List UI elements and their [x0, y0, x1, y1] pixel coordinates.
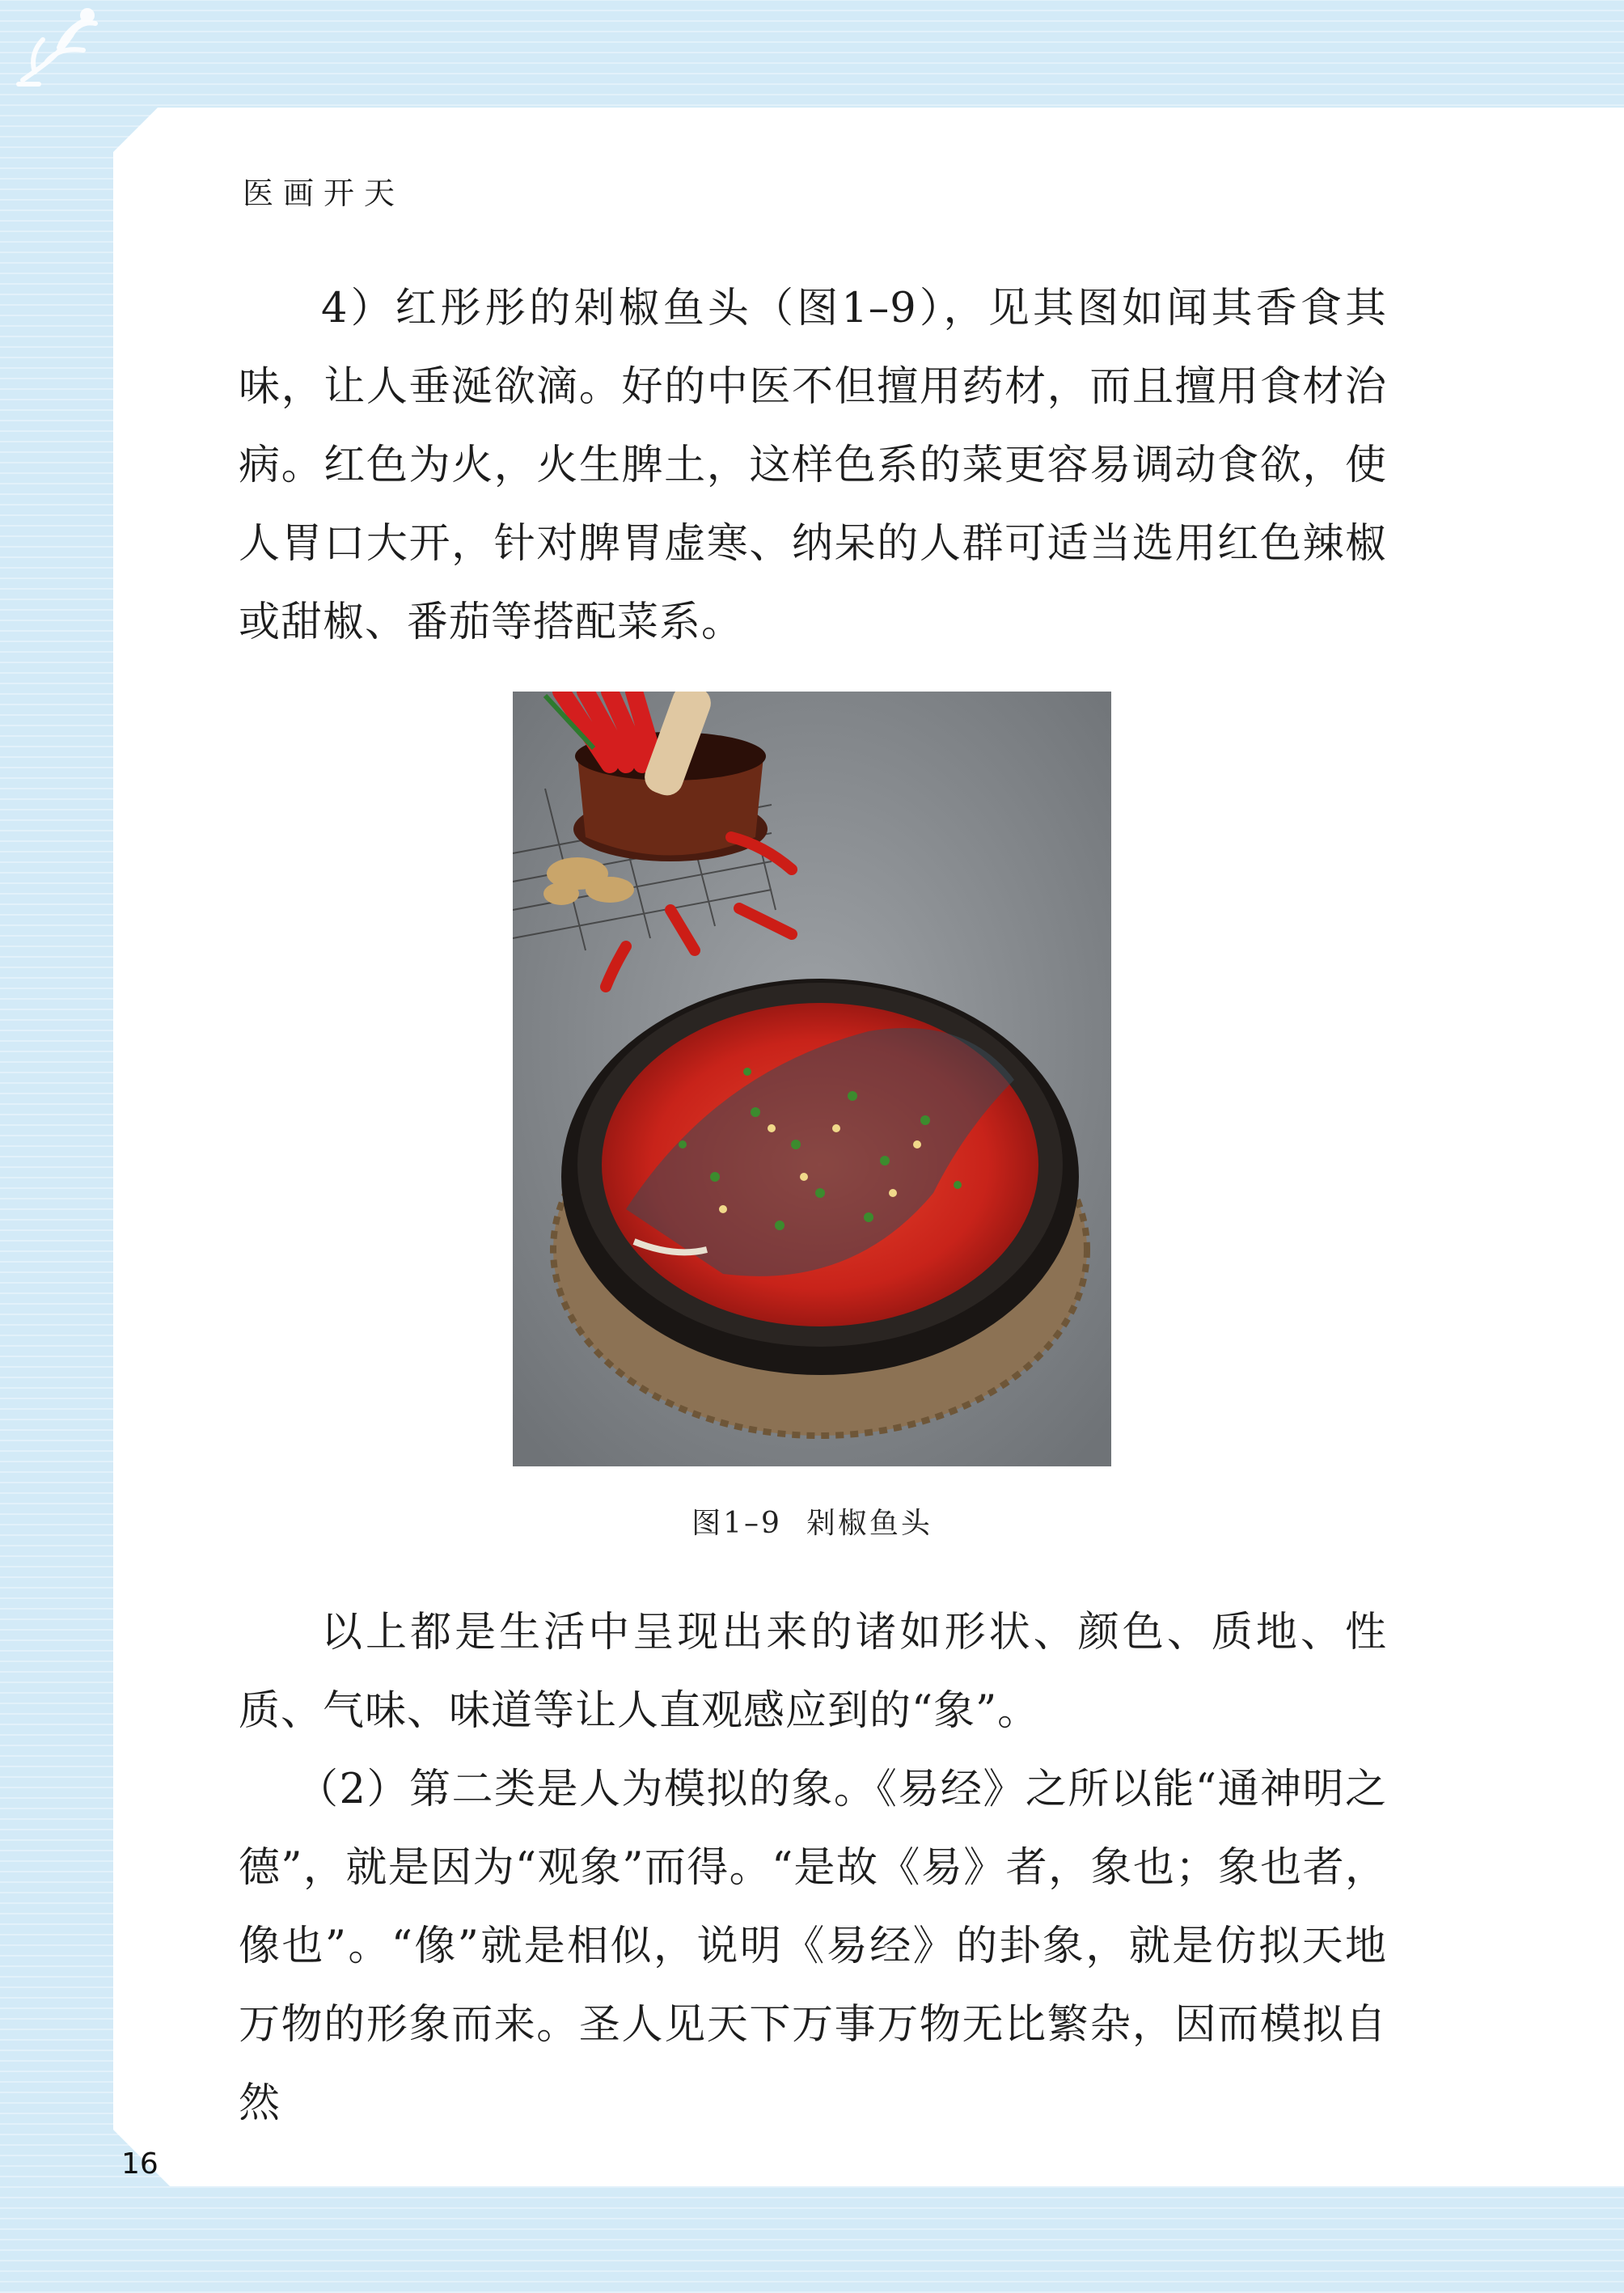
body-paragraph-2: 以上都是生活中呈现出来的诸如形状、颜色、质地、性质、气味、味道等让人直观感应到的“象”。	[239, 1609, 1387, 1735]
page-number: 16	[121, 2147, 159, 2181]
figure-caption	[513, 1500, 1111, 1542]
figure-title: 剁椒鱼头	[806, 1507, 933, 1540]
stylized-plant-logo-icon	[6, 3, 108, 100]
body-paragraph-3: （2）第二类是人为模拟的象。《易经》之所以能“通神明之德”，就是因为“观象”而得。“是故《易》者，象也；象也者，像也”。“像”就是相似，说明《易经》的卦象，就是仿拟天地万物的形象而来。圣人见天下万事万物无比繁杂，因而模拟自然	[239, 1766, 1387, 2127]
dish-photo-chopped-pepper-fish-head	[513, 692, 1111, 1466]
figure-number: 图1–9	[691, 1507, 782, 1540]
running-header-title: 医画开天	[243, 176, 405, 211]
top-decorative-band	[0, 0, 1624, 113]
body-paragraph-1: 4）红彤彤的剁椒鱼头（图1–9），见其图如闻其香食其味，让人垂涎欲滴。好的中医不但擅用药材，而且擅用食材治病。红色为火，火生脾土，这样色系的菜更容易调动食欲，使人胃口大开，针对脾胃虚寒、纳呆的人群可适当选用红色辣椒或甜椒、番茄等搭配菜系。	[239, 285, 1387, 646]
